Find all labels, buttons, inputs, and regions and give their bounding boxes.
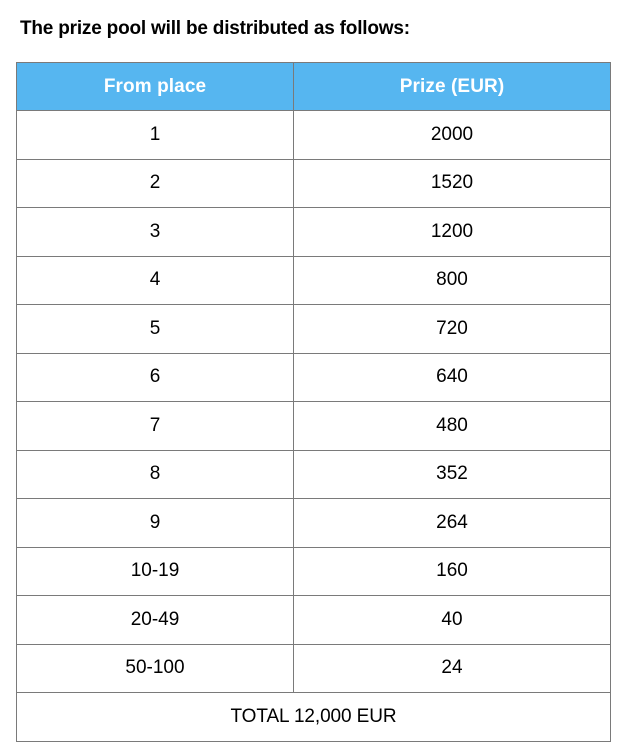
cell-place: 3 bbox=[17, 208, 294, 257]
column-header-prize: Prize (EUR) bbox=[294, 63, 611, 111]
page-title: The prize pool will be distributed as follows: bbox=[20, 18, 410, 39]
cell-prize: 640 bbox=[294, 353, 611, 402]
cell-place: 1 bbox=[17, 111, 294, 160]
cell-prize: 1520 bbox=[294, 159, 611, 208]
cell-prize: 160 bbox=[294, 547, 611, 596]
cell-place: 5 bbox=[17, 305, 294, 354]
table-total-row bbox=[17, 693, 611, 742]
cell-place: 7 bbox=[17, 402, 294, 451]
table-row bbox=[17, 596, 611, 645]
table-row bbox=[17, 644, 611, 693]
cell-place: 50-100 bbox=[17, 644, 294, 693]
table-row bbox=[17, 208, 611, 257]
cell-prize: 720 bbox=[294, 305, 611, 354]
table-row bbox=[17, 256, 611, 305]
column-header-from-place: From place bbox=[17, 63, 294, 111]
cell-prize: 40 bbox=[294, 596, 611, 645]
table-row bbox=[17, 111, 611, 160]
cell-prize: 264 bbox=[294, 499, 611, 548]
table-row bbox=[17, 547, 611, 596]
cell-total: TOTAL 12,000 EUR bbox=[17, 693, 611, 742]
cell-prize: 24 bbox=[294, 644, 611, 693]
cell-prize: 352 bbox=[294, 450, 611, 499]
cell-place: 6 bbox=[17, 353, 294, 402]
table-body bbox=[17, 111, 611, 742]
prize-distribution-table bbox=[16, 62, 611, 742]
cell-prize: 800 bbox=[294, 256, 611, 305]
cell-place: 8 bbox=[17, 450, 294, 499]
cell-place: 10-19 bbox=[17, 547, 294, 596]
table-row bbox=[17, 159, 611, 208]
cell-place: 2 bbox=[17, 159, 294, 208]
table-row bbox=[17, 499, 611, 548]
table-header bbox=[17, 63, 611, 111]
cell-place: 20-49 bbox=[17, 596, 294, 645]
cell-place: 4 bbox=[17, 256, 294, 305]
cell-prize: 1200 bbox=[294, 208, 611, 257]
cell-prize: 2000 bbox=[294, 111, 611, 160]
table-row bbox=[17, 402, 611, 451]
cell-prize: 480 bbox=[294, 402, 611, 451]
table-header-row bbox=[17, 63, 611, 111]
cell-place: 9 bbox=[17, 499, 294, 548]
table-row bbox=[17, 353, 611, 402]
table-row bbox=[17, 450, 611, 499]
table-row bbox=[17, 305, 611, 354]
